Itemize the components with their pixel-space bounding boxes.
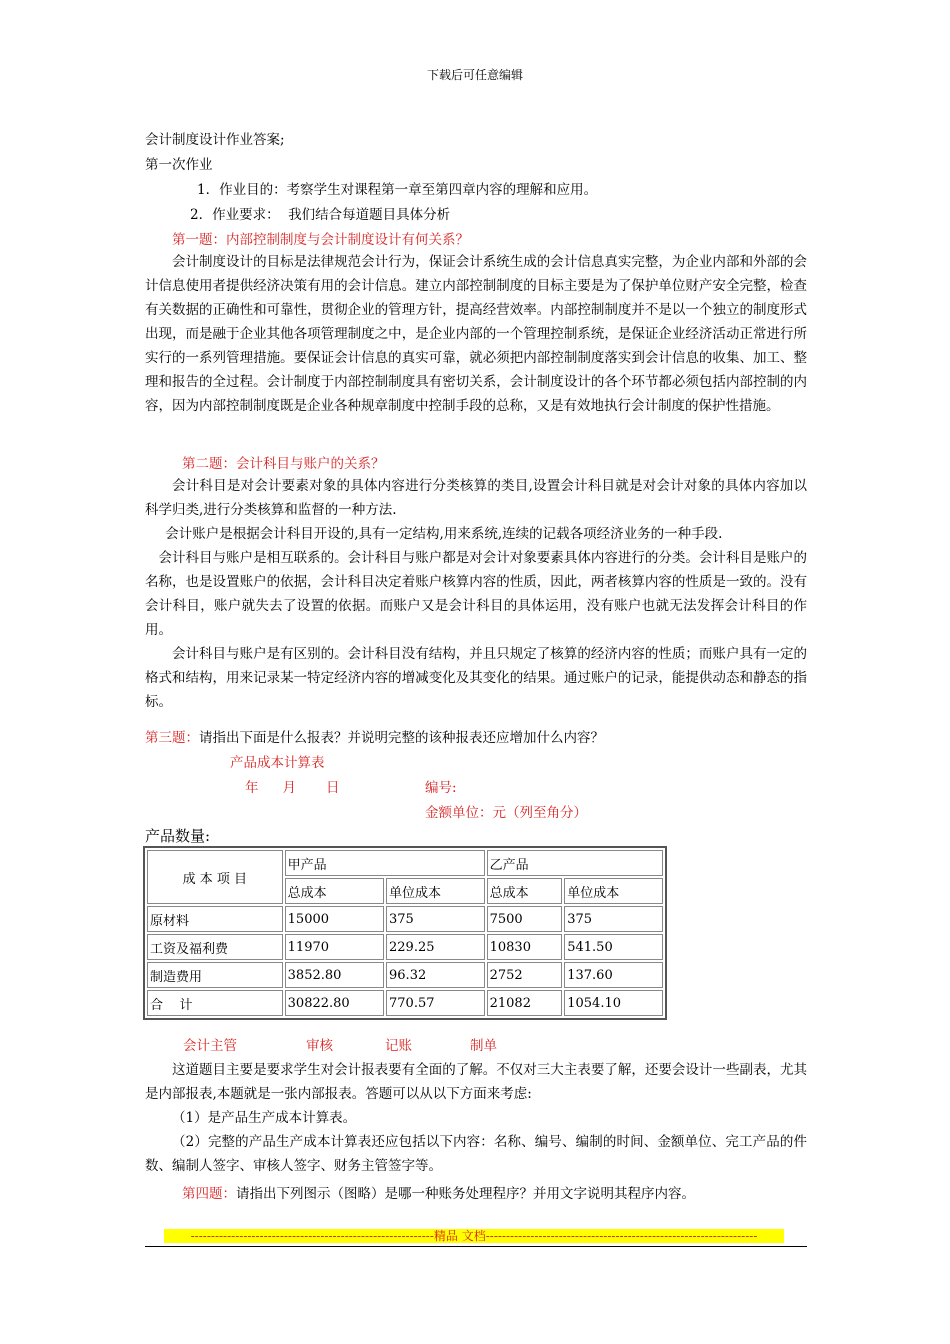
q4-line: [182, 1182, 695, 1202]
table-header-a-total: 总成本: [285, 878, 384, 904]
q4-label: 第四题：: [182, 1186, 236, 1202]
table-row: [147, 934, 663, 960]
q1-answer-text: 会计制度设计的目标是法律规范会计行为，保证会计系统生成的会计信息真实完整，为企业内部和外部的会计信息使用者提供经济决策有用的会计信息。建立内部控制制度的目标主要是为了保护单位财产安全完整，检查有关数据的正确性和可靠性，贯彻企业的管理方针，提高经营效率。内部控制制度并不是以一个独立的制度形式出现，而是融于企业其他各项管理制度之中，是企业内部的一个管理控制系统，是保证企业经济活动正常进行所实行的一系列管理措施。要保证会计信息的真实可靠，就必须把内部控制制度落实到会计信息的收集、加工、整理和报告的全过程。会计制度于内部控制制度具有密切关系，会计制度设计的各个环节都必须包括内部控制的内容，因为内部控制制度既是企业各种规章制度中控制手段的总称，又是有效地执行会计制度的保护性措施。: [145, 254, 807, 414]
row-a-total: 3852.80: [285, 962, 384, 988]
row-b-unit: 137.60: [564, 962, 663, 988]
table-header-product-b: 乙产品: [487, 850, 663, 876]
table-row: [147, 990, 663, 1016]
table-header-product-a: 甲产品: [285, 850, 485, 876]
q3-label: 第三题：: [145, 730, 199, 746]
q3-answer: [145, 1058, 807, 1178]
q2-paragraph-1: 会计科目是对会计要素对象的具体内容进行分类核算的类目,设置会计科目就是对会计对象的具体内容加以科学归类,进行分类核算和监督的一种方法.: [145, 478, 807, 518]
assignment-heading: 第一次作业: [145, 157, 213, 173]
row-b-total: 10830: [487, 934, 563, 960]
date-year: 年: [245, 780, 259, 796]
table-header-a-unit: 单位成本: [386, 878, 485, 904]
q1-title: 第一题：内部控制制度与会计制度设计有何关系？: [172, 232, 469, 248]
row-b-total: 21082: [487, 990, 563, 1016]
row-a-unit: 375: [386, 906, 485, 932]
q3-answer-paragraph-2: （1）是产品生产成本计算表。: [172, 1110, 357, 1126]
footer-divider: [145, 1246, 807, 1247]
q3-answer-paragraph-1: 这道题目主要是要求学生对会计报表要有全面的了解。不仅对三大主表要了解，还要会设计一些副表，尤其是内部报表,本题就是一张内部报表。答题可以从以下方面来考虑:: [145, 1062, 807, 1102]
row-b-total: 2752: [487, 962, 563, 988]
row-item: 原材料: [147, 906, 283, 932]
page-header-note: 下载后可任意编辑: [426, 68, 523, 82]
q3-line: [145, 726, 604, 746]
report-title: 产品成本计算表: [230, 755, 325, 771]
assignment-requirement: 2．作业要求： 我们结合每道题目具体分析: [190, 207, 451, 223]
doc-title: 会计制度设计作业答案;: [145, 132, 285, 148]
row-b-unit: 375: [564, 906, 663, 932]
q2-paragraph-3: 会计科目与账户是相互联系的。会计科目与账户都是对会计对象要素具体内容进行的分类。会计科目是账户的名称，也是设置账户的依据，会计科目决定着账户核算内容的性质，因此，两者核算内容的性质是一致的。没有会计科目，账户就失去了设置的依据。而账户又是会计科目的具体运用，没有账户也就无法发挥会计科目的作用。: [145, 550, 807, 638]
row-item: 制造费用: [147, 962, 283, 988]
assignment-purpose: 1．作业目的：考察学生对课程第一章至第四章内容的理解和应用。: [197, 182, 598, 198]
table-header-row: [147, 850, 663, 876]
row-b-unit: 541.50: [564, 934, 663, 960]
table-header-b-total: 总成本: [487, 878, 563, 904]
row-b-unit: 1054.10: [564, 990, 663, 1016]
table-header-item: 成 本 项 目: [147, 850, 283, 904]
report-unit-label: 金额单位：元（列至角分）: [425, 805, 587, 821]
product-quantity-label: 产品数量:: [145, 827, 211, 845]
row-a-total: 11970: [285, 934, 384, 960]
q1-answer: [145, 250, 807, 418]
date-day: 日: [326, 780, 340, 796]
sign-review: 审核: [306, 1038, 333, 1054]
row-a-unit: 229.25: [386, 934, 485, 960]
table-row: [147, 962, 663, 988]
q2-paragraph-2: 会计账户是根据会计科目开设的,具有一定结构,用来系统,连续的记载各项经济业务的一种手段.: [165, 526, 723, 542]
cost-table: [143, 846, 667, 1020]
q2-answer: [145, 474, 807, 714]
sign-prepare: 制单: [470, 1038, 497, 1054]
q3-answer-paragraph-3: （2）完整的产品生产成本计算表还应包括以下内容：名称、编号、编制的时间、金额单位、完工产品的件数、编制人签字、审核人签字、财务主管签字等。: [145, 1134, 807, 1174]
sign-supervisor: 会计主管: [183, 1038, 237, 1054]
table-header-b-unit: 单位成本: [564, 878, 663, 904]
row-a-unit: 770.57: [386, 990, 485, 1016]
report-date: [245, 776, 340, 796]
q4-question: 请指出下列图示（图略）是哪一种账务处理程序？并用文字说明其程序内容。: [236, 1186, 695, 1202]
q2-paragraph-4: 会计科目与账户是有区别的。会计科目没有结构，并且只规定了核算的经济内容的性质；而账户具有一定的格式和结构，用来记录某一特定经济内容的增减变化及其变化的结果。通过账户的记录，能提供动态和静态的指标。: [145, 646, 807, 710]
row-b-total: 7500: [487, 906, 563, 932]
sign-record: 记账: [385, 1038, 412, 1054]
q2-title: 第二题：会计科目与账户的关系？: [182, 456, 385, 472]
row-a-unit: 96.32: [386, 962, 485, 988]
row-item: 合 计: [147, 990, 283, 1016]
row-a-total: 30822.80: [285, 990, 384, 1016]
date-month: 月: [282, 780, 296, 796]
report-number-label: 编号:: [425, 780, 457, 796]
table-row: [147, 906, 663, 932]
footer-banner: ------------------------------------------------------------精品 文档-------------------------------------------------------------------: [164, 1229, 784, 1243]
q3-question: 请指出下面是什么报表？并说明完整的该种报表还应增加什么内容？: [199, 730, 604, 746]
row-a-total: 15000: [285, 906, 384, 932]
row-item: 工资及福利费: [147, 934, 283, 960]
